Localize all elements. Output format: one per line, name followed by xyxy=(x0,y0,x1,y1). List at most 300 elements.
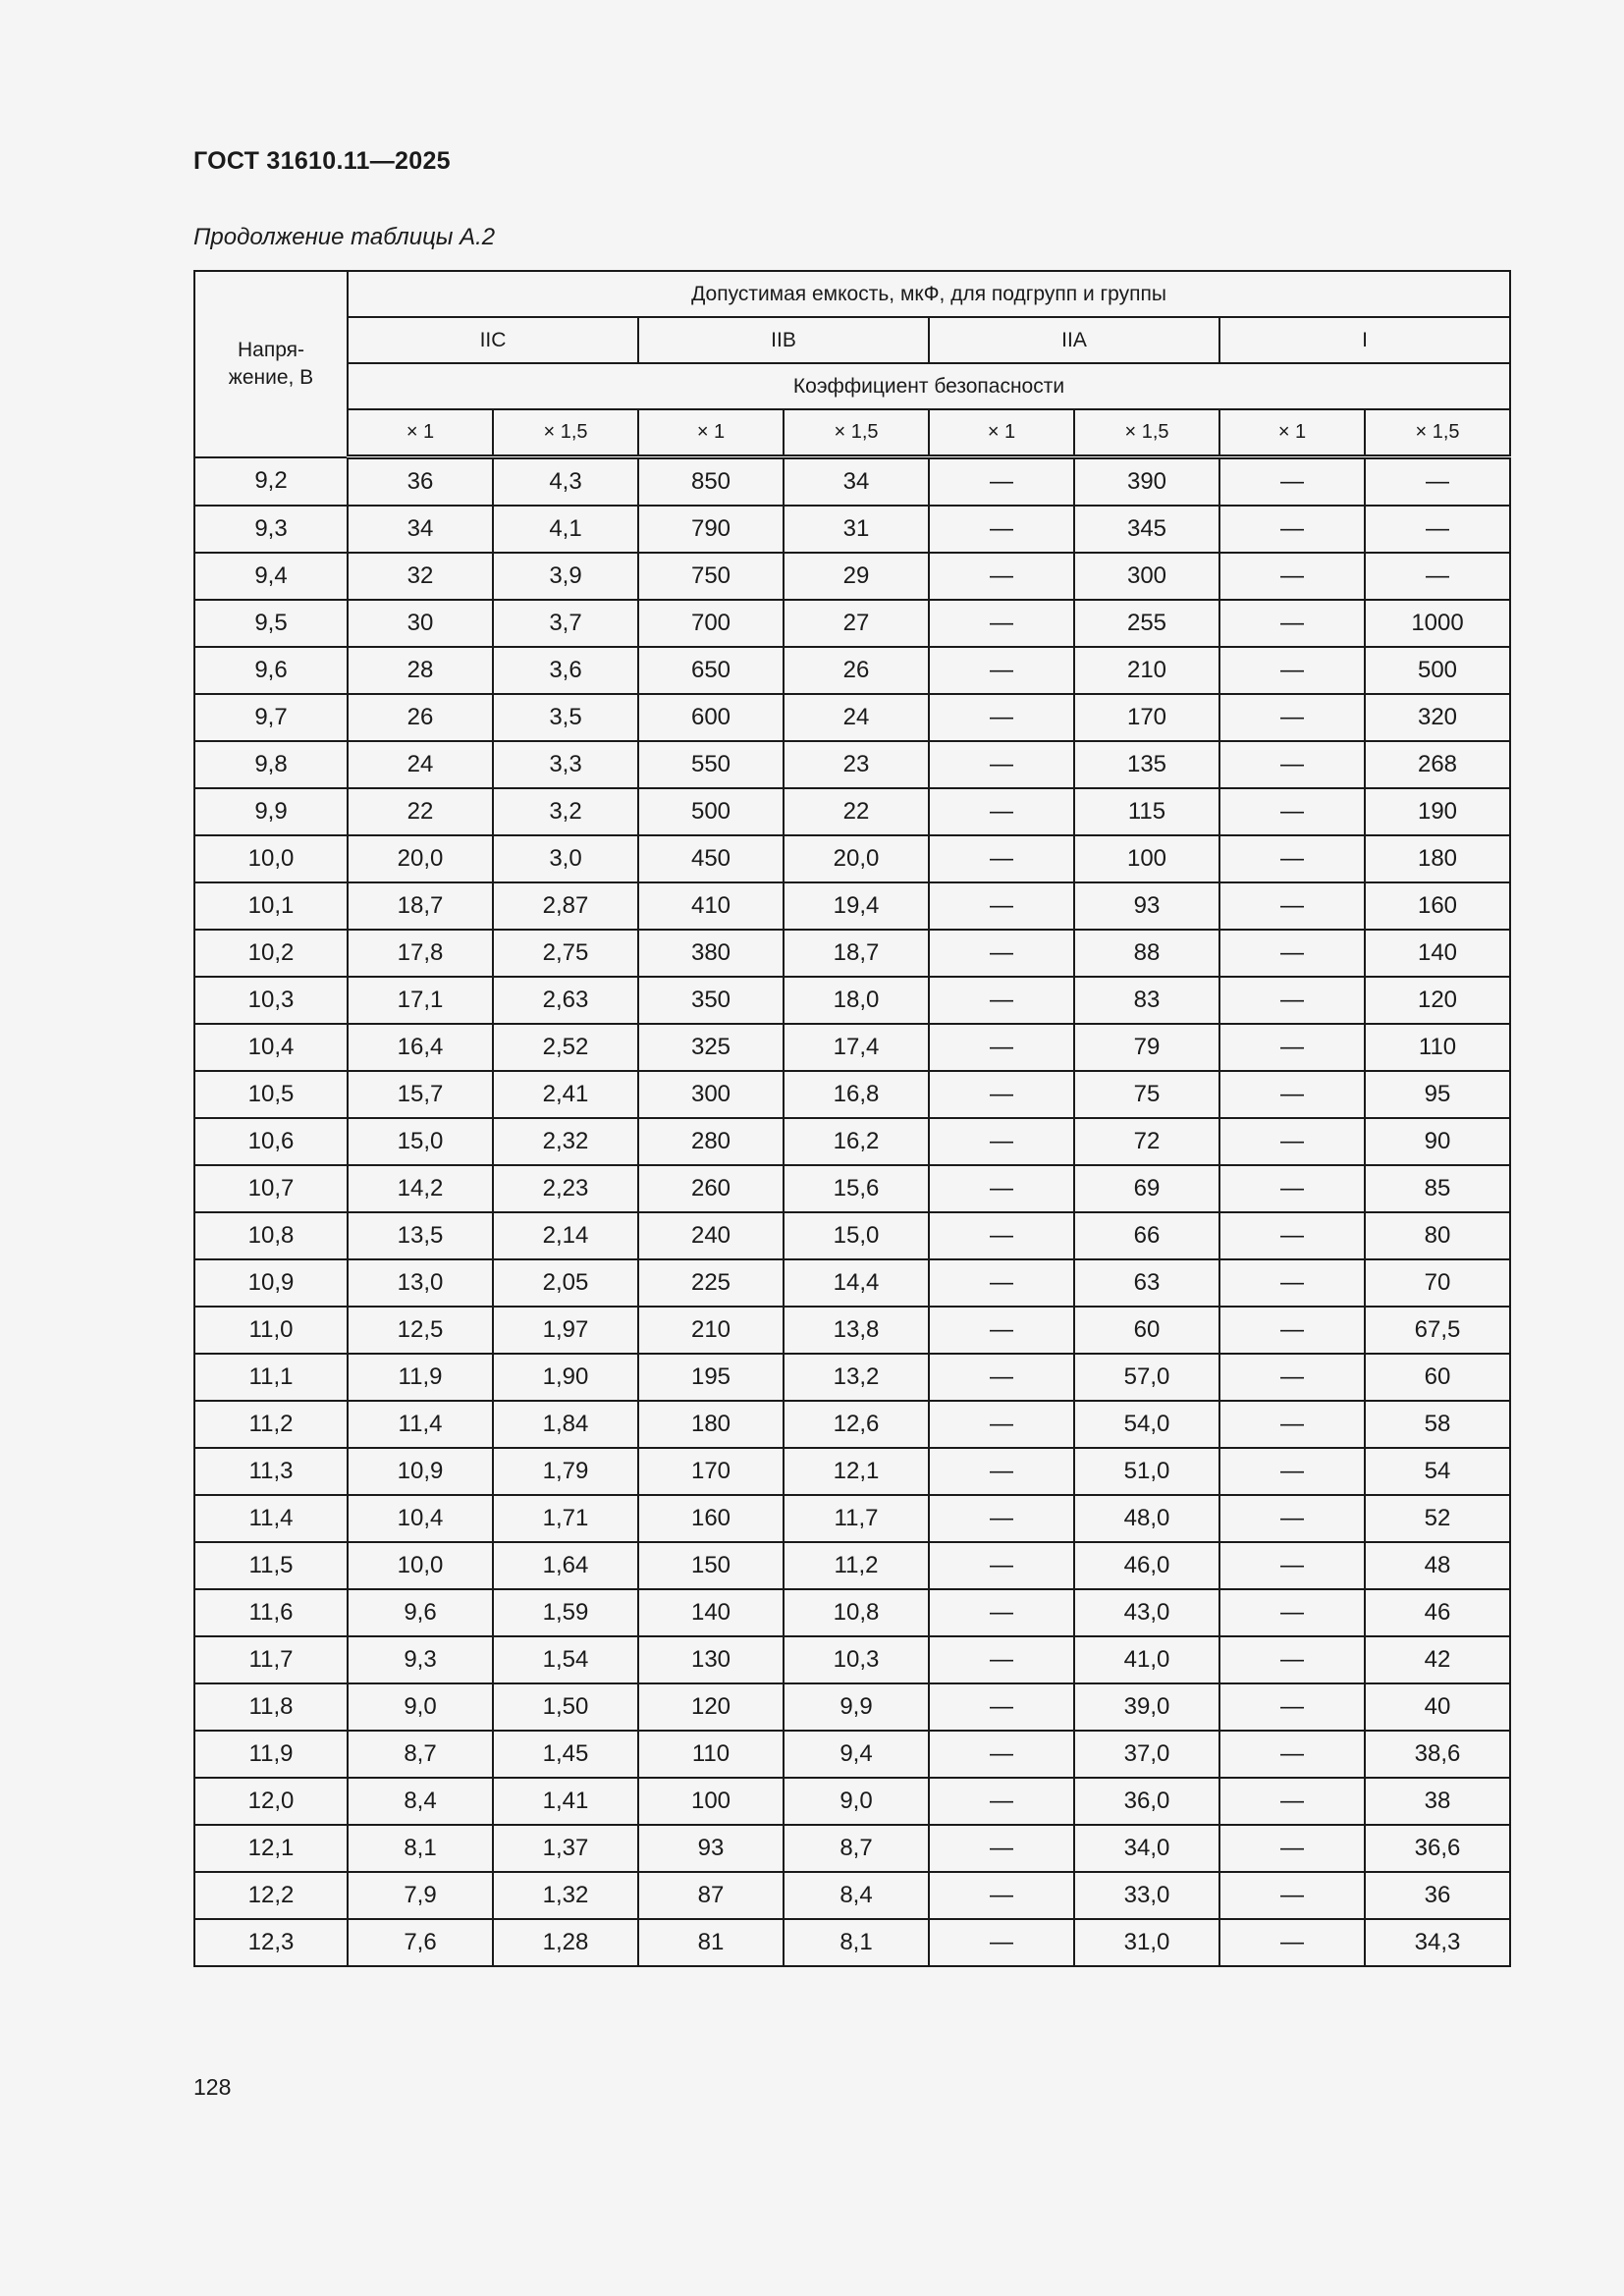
capacity-cell: 9,0 xyxy=(784,1778,929,1825)
capacity-cell: 8,4 xyxy=(348,1778,493,1825)
capacity-cell: 34 xyxy=(348,506,493,553)
capacity-cell: 9,3 xyxy=(348,1636,493,1683)
capacity-cell: 3,0 xyxy=(493,835,638,882)
capacity-cell: — xyxy=(1365,553,1510,600)
capacity-cell: 31 xyxy=(784,506,929,553)
capacity-cell: 30 xyxy=(348,600,493,647)
capacity-cell: 34,3 xyxy=(1365,1919,1510,1966)
capacity-cell: 2,23 xyxy=(493,1165,638,1212)
table-row xyxy=(194,930,1510,977)
capacity-cell: — xyxy=(1219,1165,1365,1212)
capacity-cell: 345 xyxy=(1074,506,1219,553)
capacity-cell: 140 xyxy=(1365,930,1510,977)
capacity-cell: — xyxy=(929,882,1074,930)
capacity-cell: 22 xyxy=(784,788,929,835)
capacity-cell: 325 xyxy=(638,1024,784,1071)
table-row xyxy=(194,1825,1510,1872)
table-row xyxy=(194,1872,1510,1919)
capacity-cell: 24 xyxy=(348,741,493,788)
capacity-cell: 14,4 xyxy=(784,1259,929,1307)
capacity-cell: — xyxy=(1219,1731,1365,1778)
table-row xyxy=(194,1118,1510,1165)
capacity-cell: 79 xyxy=(1074,1024,1219,1071)
capacity-cell: 255 xyxy=(1074,600,1219,647)
capacity-cell: — xyxy=(1219,506,1365,553)
capacity-cell: 11,7 xyxy=(784,1495,929,1542)
capacity-cell: 39,0 xyxy=(1074,1683,1219,1731)
table-row xyxy=(194,1354,1510,1401)
factor-header: × 1,5 xyxy=(784,409,929,457)
table-row xyxy=(194,1448,1510,1495)
capacity-cell: — xyxy=(1219,1448,1365,1495)
capacity-cell: 11,4 xyxy=(348,1401,493,1448)
voltage-cell: 12,2 xyxy=(194,1872,348,1919)
voltage-cell: 10,4 xyxy=(194,1024,348,1071)
capacity-cell: 2,52 xyxy=(493,1024,638,1071)
capacity-cell: 80 xyxy=(1365,1212,1510,1259)
capacity-cell: — xyxy=(929,1495,1074,1542)
capacity-cell: — xyxy=(1219,1872,1365,1919)
capacity-cell: 300 xyxy=(1074,553,1219,600)
voltage-cell: 9,8 xyxy=(194,741,348,788)
capacity-cell: — xyxy=(1365,457,1510,507)
capacity-cell: 110 xyxy=(638,1731,784,1778)
capacity-cell: 26 xyxy=(784,647,929,694)
capacity-cell: 17,8 xyxy=(348,930,493,977)
capacity-cell: 18,7 xyxy=(784,930,929,977)
capacity-cell: 75 xyxy=(1074,1071,1219,1118)
table-row xyxy=(194,1259,1510,1307)
capacity-cell: 210 xyxy=(638,1307,784,1354)
voltage-cell: 10,1 xyxy=(194,882,348,930)
capacity-cell: 240 xyxy=(638,1212,784,1259)
capacity-cell: 20,0 xyxy=(348,835,493,882)
capacity-cell: 140 xyxy=(638,1589,784,1636)
factor-header: × 1 xyxy=(638,409,784,457)
capacity-cell: — xyxy=(929,1354,1074,1401)
capacity-cell: — xyxy=(1219,835,1365,882)
capacity-cell: 66 xyxy=(1074,1212,1219,1259)
capacity-cell: 31,0 xyxy=(1074,1919,1219,1966)
capacity-cell: 63 xyxy=(1074,1259,1219,1307)
capacity-cell: 100 xyxy=(1074,835,1219,882)
capacity-cell: 41,0 xyxy=(1074,1636,1219,1683)
capacity-cell: 16,4 xyxy=(348,1024,493,1071)
voltage-cell: 9,6 xyxy=(194,647,348,694)
capacity-cell: — xyxy=(1219,882,1365,930)
capacity-cell: — xyxy=(929,1024,1074,1071)
capacity-cell: 28 xyxy=(348,647,493,694)
factor-header: × 1,5 xyxy=(493,409,638,457)
capacity-cell: 29 xyxy=(784,553,929,600)
capacity-cell: 225 xyxy=(638,1259,784,1307)
capacity-cell: — xyxy=(1219,1542,1365,1589)
capacity-cell: 46,0 xyxy=(1074,1542,1219,1589)
capacity-cell: 260 xyxy=(638,1165,784,1212)
capacity-cell: 135 xyxy=(1074,741,1219,788)
capacity-cell: 600 xyxy=(638,694,784,741)
capacity-cell: 22 xyxy=(348,788,493,835)
capacity-cell: 15,6 xyxy=(784,1165,929,1212)
capacity-cell: 52 xyxy=(1365,1495,1510,1542)
capacity-cell: 38 xyxy=(1365,1778,1510,1825)
table-row xyxy=(194,1636,1510,1683)
capacity-cell: 8,7 xyxy=(784,1825,929,1872)
capacity-cell: 87 xyxy=(638,1872,784,1919)
voltage-cell: 11,6 xyxy=(194,1589,348,1636)
table-row xyxy=(194,977,1510,1024)
voltage-cell: 11,0 xyxy=(194,1307,348,1354)
capacity-cell: 790 xyxy=(638,506,784,553)
voltage-cell: 11,8 xyxy=(194,1683,348,1731)
capacity-cell: — xyxy=(929,1448,1074,1495)
capacity-cell: 3,9 xyxy=(493,553,638,600)
table-row xyxy=(194,1542,1510,1589)
capacity-cell: 36 xyxy=(348,457,493,507)
capacity-cell: 3,6 xyxy=(493,647,638,694)
capacity-cell: 40 xyxy=(1365,1683,1510,1731)
capacity-cell: 700 xyxy=(638,600,784,647)
capacity-cell: 3,7 xyxy=(493,600,638,647)
capacity-cell: 70 xyxy=(1365,1259,1510,1307)
voltage-cell: 11,3 xyxy=(194,1448,348,1495)
capacity-cell: 58 xyxy=(1365,1401,1510,1448)
voltage-cell: 12,0 xyxy=(194,1778,348,1825)
capacity-cell: 85 xyxy=(1365,1165,1510,1212)
capacity-cell: 210 xyxy=(1074,647,1219,694)
capacity-cell: 12,5 xyxy=(348,1307,493,1354)
capacity-cell: 350 xyxy=(638,977,784,1024)
capacity-cell: — xyxy=(929,1825,1074,1872)
capacity-cell: 60 xyxy=(1365,1354,1510,1401)
capacity-cell: 2,87 xyxy=(493,882,638,930)
voltage-cell: 11,5 xyxy=(194,1542,348,1589)
capacity-cell: — xyxy=(929,600,1074,647)
capacity-cell: 180 xyxy=(638,1401,784,1448)
capacity-cell: 17,1 xyxy=(348,977,493,1024)
capacity-cell: 93 xyxy=(1074,882,1219,930)
voltage-cell: 10,8 xyxy=(194,1212,348,1259)
capacity-cell: — xyxy=(1219,1259,1365,1307)
capacity-cell: 9,0 xyxy=(348,1683,493,1731)
table-row xyxy=(194,506,1510,553)
voltage-cell: 9,3 xyxy=(194,506,348,553)
capacity-cell: 90 xyxy=(1365,1118,1510,1165)
capacity-cell: 320 xyxy=(1365,694,1510,741)
capacity-cell: — xyxy=(929,553,1074,600)
voltage-cell: 11,9 xyxy=(194,1731,348,1778)
capacity-cell: 83 xyxy=(1074,977,1219,1024)
capacity-cell: 3,3 xyxy=(493,741,638,788)
capacity-cell: — xyxy=(1219,788,1365,835)
capacity-cell: 150 xyxy=(638,1542,784,1589)
capacity-cell: 19,4 xyxy=(784,882,929,930)
table-body xyxy=(194,457,1510,1967)
capacity-cell: — xyxy=(929,457,1074,507)
table-row xyxy=(194,457,1510,507)
capacity-cell: 1,50 xyxy=(493,1683,638,1731)
table-row xyxy=(194,1024,1510,1071)
capacity-cell: — xyxy=(929,741,1074,788)
table-row xyxy=(194,788,1510,835)
capacity-cell: 1000 xyxy=(1365,600,1510,647)
capacity-cell: — xyxy=(1219,741,1365,788)
capacity-cell: — xyxy=(1219,553,1365,600)
capacity-cell: 93 xyxy=(638,1825,784,1872)
capacity-cell: — xyxy=(929,1919,1074,1966)
table-row xyxy=(194,1731,1510,1778)
capacity-cell: 10,3 xyxy=(784,1636,929,1683)
capacity-cell: 10,8 xyxy=(784,1589,929,1636)
capacity-cell: — xyxy=(1219,1825,1365,1872)
capacity-cell: — xyxy=(929,1259,1074,1307)
capacity-cell: 26 xyxy=(348,694,493,741)
table-row xyxy=(194,882,1510,930)
capacity-cell: 23 xyxy=(784,741,929,788)
factor-header: × 1 xyxy=(348,409,493,457)
capacity-cell: 12,6 xyxy=(784,1401,929,1448)
capacity-cell: — xyxy=(1219,1778,1365,1825)
table-row xyxy=(194,647,1510,694)
capacity-cell: — xyxy=(1219,694,1365,741)
capacity-cell: 3,2 xyxy=(493,788,638,835)
capacity-cell: 450 xyxy=(638,835,784,882)
capacity-cell: 20,0 xyxy=(784,835,929,882)
capacity-cell: 1,79 xyxy=(493,1448,638,1495)
capacity-cell: 11,2 xyxy=(784,1542,929,1589)
voltage-cell: 9,5 xyxy=(194,600,348,647)
capacity-cell: — xyxy=(1219,930,1365,977)
capacity-cell: 16,2 xyxy=(784,1118,929,1165)
capacity-cell: 280 xyxy=(638,1118,784,1165)
capacity-cell: 14,2 xyxy=(348,1165,493,1212)
voltage-cell: 12,1 xyxy=(194,1825,348,1872)
capacity-cell: 180 xyxy=(1365,835,1510,882)
capacity-cell: 170 xyxy=(638,1448,784,1495)
capacity-cell: — xyxy=(929,1542,1074,1589)
capacity-cell: 4,3 xyxy=(493,457,638,507)
capacity-cell: 81 xyxy=(638,1919,784,1966)
capacity-cell: 390 xyxy=(1074,457,1219,507)
table-row xyxy=(194,835,1510,882)
capacity-cell: 72 xyxy=(1074,1118,1219,1165)
capacity-cell: 1,28 xyxy=(493,1919,638,1966)
capacity-cell: — xyxy=(1219,1024,1365,1071)
voltage-cell: 9,4 xyxy=(194,553,348,600)
capacity-cell: 130 xyxy=(638,1636,784,1683)
capacity-cell: 16,8 xyxy=(784,1071,929,1118)
capacity-cell: 54 xyxy=(1365,1448,1510,1495)
capacity-cell: 7,9 xyxy=(348,1872,493,1919)
table-row xyxy=(194,600,1510,647)
capacity-cell: 95 xyxy=(1365,1071,1510,1118)
capacity-cell: — xyxy=(1219,1118,1365,1165)
capacity-cell: 1,54 xyxy=(493,1636,638,1683)
page-number: 128 xyxy=(193,2074,232,2100)
voltage-cell: 10,6 xyxy=(194,1118,348,1165)
capacity-cell: — xyxy=(1219,1071,1365,1118)
capacity-cell: 120 xyxy=(1365,977,1510,1024)
capacity-cell: 850 xyxy=(638,457,784,507)
capacity-cell: 1,45 xyxy=(493,1731,638,1778)
capacity-cell: 4,1 xyxy=(493,506,638,553)
capacity-cell: — xyxy=(929,1778,1074,1825)
capacity-cell: — xyxy=(1219,1495,1365,1542)
table-row xyxy=(194,1165,1510,1212)
capacity-cell: 18,7 xyxy=(348,882,493,930)
capacity-cell: 1,97 xyxy=(493,1307,638,1354)
capacity-cell: 1,71 xyxy=(493,1495,638,1542)
capacity-cell: — xyxy=(929,930,1074,977)
table-row xyxy=(194,741,1510,788)
table-row xyxy=(194,1919,1510,1966)
capacity-cell: — xyxy=(929,1307,1074,1354)
capacity-cell: 3,5 xyxy=(493,694,638,741)
capacity-cell: 8,4 xyxy=(784,1872,929,1919)
capacity-cell: 2,41 xyxy=(493,1071,638,1118)
capacity-cell: 1,64 xyxy=(493,1542,638,1589)
voltage-cell: 10,2 xyxy=(194,930,348,977)
capacity-cell: 500 xyxy=(638,788,784,835)
capacity-cell: 500 xyxy=(1365,647,1510,694)
capacity-cell: — xyxy=(929,1731,1074,1778)
capacity-cell: — xyxy=(929,1212,1074,1259)
capacity-cell: 43,0 xyxy=(1074,1589,1219,1636)
capacity-cell: 33,0 xyxy=(1074,1872,1219,1919)
capacity-cell: 9,4 xyxy=(784,1731,929,1778)
capacity-cell: — xyxy=(929,1118,1074,1165)
capacity-cell: 2,32 xyxy=(493,1118,638,1165)
voltage-cell: 12,3 xyxy=(194,1919,348,1966)
capacity-cell: 11,9 xyxy=(348,1354,493,1401)
capacity-cell: 15,0 xyxy=(784,1212,929,1259)
capacity-cell: 48 xyxy=(1365,1542,1510,1589)
capacity-cell: 69 xyxy=(1074,1165,1219,1212)
capacity-cell: — xyxy=(1219,1683,1365,1731)
capacity-cell: — xyxy=(929,1401,1074,1448)
capacity-cell: 160 xyxy=(1365,882,1510,930)
capacity-cell: 750 xyxy=(638,553,784,600)
factor-header: × 1 xyxy=(1219,409,1365,457)
table-caption: Продолжение таблицы А.2 xyxy=(193,224,496,250)
capacity-cell: 88 xyxy=(1074,930,1219,977)
capacity-cell: 13,2 xyxy=(784,1354,929,1401)
table-row xyxy=(194,1401,1510,1448)
voltage-column-header: Напря- жение, В xyxy=(194,271,348,457)
table-row xyxy=(194,1307,1510,1354)
capacity-cell: 13,8 xyxy=(784,1307,929,1354)
capacity-cell: 2,14 xyxy=(493,1212,638,1259)
table-row xyxy=(194,1071,1510,1118)
capacity-cell: 13,0 xyxy=(348,1259,493,1307)
capacity-cell: — xyxy=(929,1589,1074,1636)
capacity-cell: — xyxy=(1219,977,1365,1024)
capacity-cell: — xyxy=(1219,1354,1365,1401)
capacity-cell: 13,5 xyxy=(348,1212,493,1259)
capacity-cell: — xyxy=(1219,1589,1365,1636)
capacity-cell: 195 xyxy=(638,1354,784,1401)
capacity-header: Допустимая емкость, мкФ, для подгрупп и группы xyxy=(348,271,1510,317)
capacity-cell: 67,5 xyxy=(1365,1307,1510,1354)
capacity-cell: 15,7 xyxy=(348,1071,493,1118)
factor-header: × 1 xyxy=(929,409,1074,457)
table-row xyxy=(194,1683,1510,1731)
capacity-cell: 10,9 xyxy=(348,1448,493,1495)
capacity-cell: 34,0 xyxy=(1074,1825,1219,1872)
table-row xyxy=(194,553,1510,600)
capacity-cell: 48,0 xyxy=(1074,1495,1219,1542)
capacity-cell: — xyxy=(1219,1307,1365,1354)
group-header-iib: IIB xyxy=(638,317,929,363)
capacity-cell: 1,84 xyxy=(493,1401,638,1448)
group-header-iia: IIA xyxy=(929,317,1219,363)
capacity-cell: 37,0 xyxy=(1074,1731,1219,1778)
capacity-cell: 7,6 xyxy=(348,1919,493,1966)
table-header xyxy=(194,271,1510,457)
capacity-cell: 100 xyxy=(638,1778,784,1825)
capacity-cell: 34 xyxy=(784,457,929,507)
capacity-cell: 9,9 xyxy=(784,1683,929,1731)
capacity-cell: 36,6 xyxy=(1365,1825,1510,1872)
capacity-cell: 8,1 xyxy=(348,1825,493,1872)
capacity-cell: 8,7 xyxy=(348,1731,493,1778)
capacity-cell: 2,63 xyxy=(493,977,638,1024)
capacity-cell: 24 xyxy=(784,694,929,741)
voltage-cell: 10,3 xyxy=(194,977,348,1024)
capacity-cell: 9,6 xyxy=(348,1589,493,1636)
capacity-cell: 51,0 xyxy=(1074,1448,1219,1495)
capacity-cell: 380 xyxy=(638,930,784,977)
capacity-cell: 550 xyxy=(638,741,784,788)
capacity-cell: 190 xyxy=(1365,788,1510,835)
voltage-cell: 9,2 xyxy=(194,457,348,507)
table-row xyxy=(194,694,1510,741)
capacity-cell: 36 xyxy=(1365,1872,1510,1919)
capacity-cell: 27 xyxy=(784,600,929,647)
capacity-cell: 120 xyxy=(638,1683,784,1731)
capacity-cell: — xyxy=(1365,506,1510,553)
capacity-cell: 10,0 xyxy=(348,1542,493,1589)
capacity-cell: — xyxy=(1219,1212,1365,1259)
capacity-cell: — xyxy=(1219,600,1365,647)
capacity-cell: 160 xyxy=(638,1495,784,1542)
capacity-cell: 410 xyxy=(638,882,784,930)
voltage-cell: 9,7 xyxy=(194,694,348,741)
factor-header: × 1,5 xyxy=(1074,409,1219,457)
capacity-cell: 10,4 xyxy=(348,1495,493,1542)
capacity-cell: 15,0 xyxy=(348,1118,493,1165)
capacity-cell: — xyxy=(1219,457,1365,507)
factor-header: × 1,5 xyxy=(1365,409,1510,457)
capacity-cell: — xyxy=(1219,1401,1365,1448)
capacity-cell: 57,0 xyxy=(1074,1354,1219,1401)
table-row xyxy=(194,1778,1510,1825)
capacity-cell: 18,0 xyxy=(784,977,929,1024)
capacitance-table xyxy=(193,270,1511,1967)
capacity-cell: 38,6 xyxy=(1365,1731,1510,1778)
capacity-cell: 1,59 xyxy=(493,1589,638,1636)
voltage-cell: 10,9 xyxy=(194,1259,348,1307)
capacity-cell: 115 xyxy=(1074,788,1219,835)
safety-factor-header: Коэффициент безопасности xyxy=(348,363,1510,409)
capacity-cell: — xyxy=(929,1165,1074,1212)
voltage-cell: 10,5 xyxy=(194,1071,348,1118)
capacity-cell: 170 xyxy=(1074,694,1219,741)
capacity-cell: — xyxy=(929,835,1074,882)
capacity-cell: 1,32 xyxy=(493,1872,638,1919)
capacity-cell: — xyxy=(929,788,1074,835)
document-title: ГОСТ 31610.11—2025 xyxy=(193,147,451,175)
